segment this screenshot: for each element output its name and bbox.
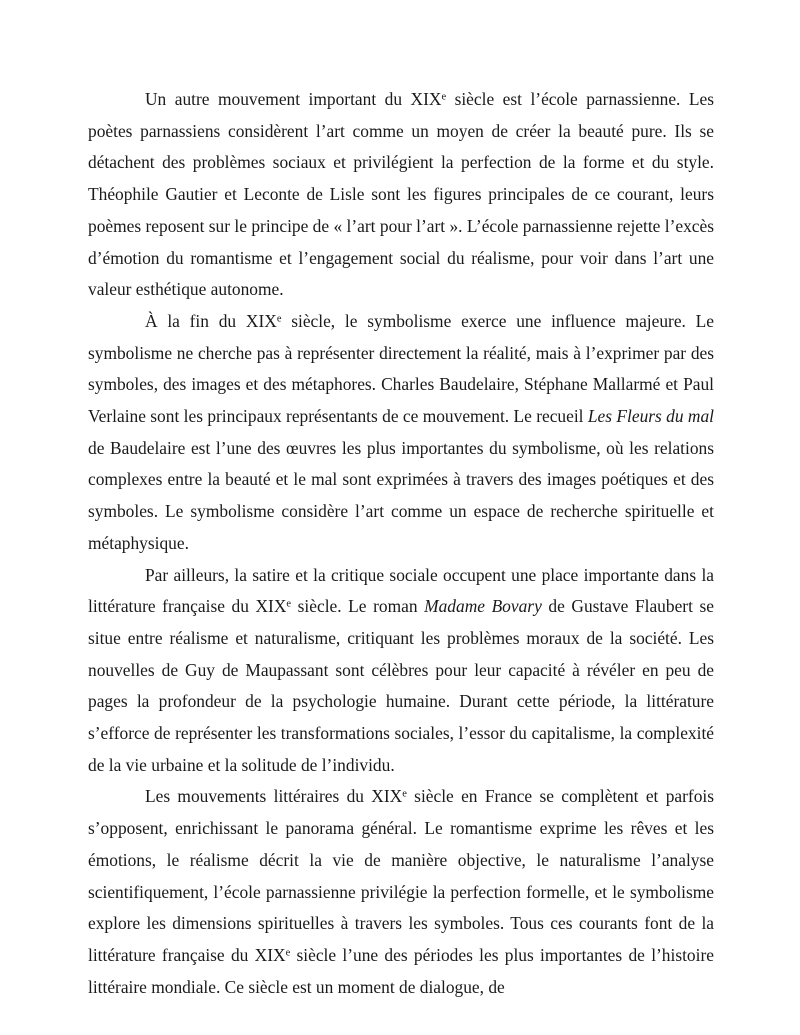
text-run: Un autre mouvement important du XIX <box>145 89 442 109</box>
superscript-e: e <box>286 598 292 610</box>
text-run: Les mouvements littéraires du XIX <box>145 786 403 807</box>
paragraph-movements-summary <box>88 781 714 1003</box>
text-run: À la fin du XIX <box>145 310 277 331</box>
text-run: siècle. Le roman <box>291 596 425 617</box>
text-run: siècle est l’école parnassienne. Les poètes parnassiens considèrent l’art comme un moyen de créer la beauté pure. Ils se détachent des problèmes sociaux et privilégient la perfection de la forme et du style. Théophile Gautier et Leconte de Lisle sont les figures principales de ce courant, leurs poèmes reposent sur le principe de « l’art pour l’art ». L’école parnassienne rejette l’excès d’émotion du romantisme et l’engagement social du réalisme, pour voir dans l’art une valeur esthétique autonome. <box>88 89 714 300</box>
paragraph-symbolism <box>88 306 714 560</box>
superscript-e: e <box>441 91 447 103</box>
text-run: de Baudelaire est l’une des œuvres les plus importantes du symbolisme, où les relations complexes entre la beauté et le mal sont exprimées à travers des images poétiques et des symboles. Le symbolisme considère l’art comme un espace de recherche spirituelle et métaphysique. <box>88 437 714 553</box>
text-run: siècle l’une des périodes les plus importantes de l’histoire littéraire mondiale. Ce siècle est un moment de dialogue, de <box>88 944 714 997</box>
superscript-e: e <box>285 947 291 959</box>
text-run: Par ailleurs, la satire et la critique sociale occupent une place importante dans la littérature française du XIX <box>88 564 714 617</box>
work-title: Les Fleurs du mal <box>587 406 714 427</box>
paragraph-parnassianism <box>88 84 714 306</box>
paragraph-satire-social-critique <box>88 560 714 782</box>
text-run: de Gustave Flaubert se situe entre réalisme et naturalisme, critiquant les problèmes moraux de la société. Les nouvelles de Guy de Maupassant sont célèbres pour leur capacité à révéler en peu de pages la profondeur de la psychologie humaine. Durant cette période, la littérature s’efforce de représenter les transformations sociales, l’essor du capitalisme, la complexité de la vie urbaine et la solitude de l’individu. <box>88 596 714 775</box>
work-title: Madame Bovary <box>424 596 542 617</box>
document-page <box>88 84 714 1003</box>
superscript-e: e <box>276 313 282 325</box>
text-run: siècle, le symbolisme exerce une influence majeure. Le symbolisme ne cherche pas à représenter directement la réalité, mais à l’exprimer par des symboles, des images et des métaphores. Charles Baudelaire, Stéphane Mallarmé et Paul Verlaine sont les principaux représentants de ce mouvement. Le recueil <box>88 310 715 427</box>
text-run: siècle en France se complètent et parfois s’opposent, enrichissant le panorama général. Le romantisme exprime les rêves et les émotions, le réalisme décrit la vie de manière objective, le naturalisme l’analyse scientifiquement, l’école parnassienne privilégie la perfection formelle, et le symbolisme explore les dimensions spirituelles à travers les symboles. Tous ces courants font de la littérature française du XIX <box>88 786 714 965</box>
superscript-e: e <box>402 788 407 800</box>
